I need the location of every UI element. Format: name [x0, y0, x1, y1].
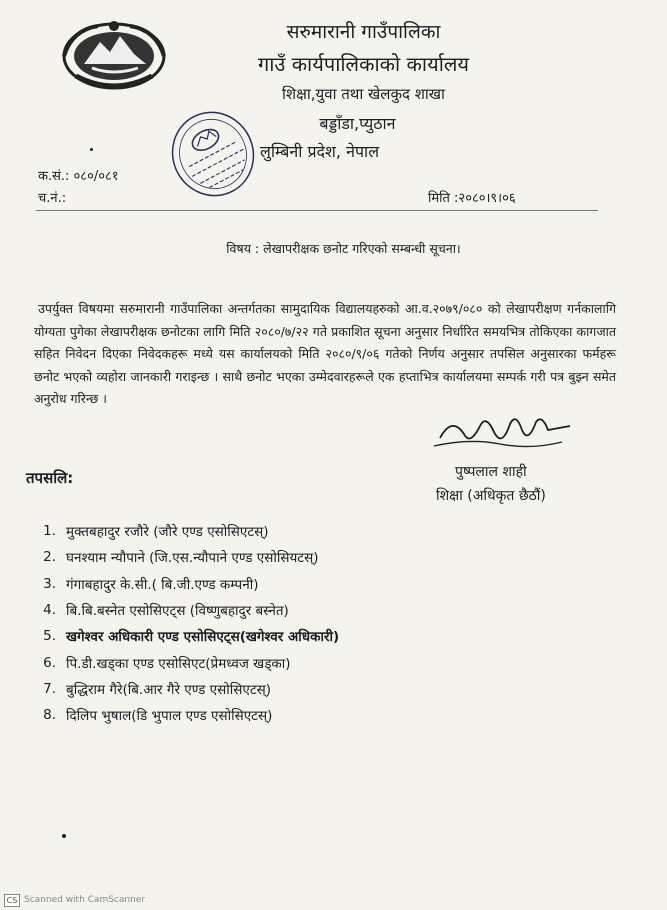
list-item-text: मुक्तबहादुर रजौरे (जौरे एण्ड एसोसिएटस्)	[66, 524, 269, 541]
list-item-text: घनश्याम न्यौपाने (जि.एस.न्यौपाने एण्ड एसोसियटस्)	[66, 550, 319, 567]
branch-name: शिक्षा,युवा तथा खेलकुद शाखा	[282, 85, 445, 103]
list-item	[32, 623, 339, 649]
list-item-number: 3.	[43, 575, 56, 592]
list-item-text: पि.डी.खड्का एण्ड एसोसिएट(प्रेमध्वज खड्का)	[66, 655, 291, 672]
dispatch-number: च.नं.:	[38, 191, 67, 206]
list-item-text: बुद्धिराम गैरे(बि.आर गैरे एण्ड एसोसिएटस्)	[66, 681, 272, 698]
list-item-number: 2.	[43, 549, 56, 566]
municipality-name: सरुमारानी गाउँपालिका	[286, 21, 441, 43]
list-item-text: बि.बि.बस्नेत एसोसिएट्स (विष्णुबहादुर बस्नेत)	[66, 603, 289, 620]
list-item-number: 6.	[43, 654, 56, 671]
notice-subject: विषय : लेखापरीक्षक छनोट गरिएको सम्बन्धी सूचना।	[226, 241, 461, 256]
header-divider	[36, 210, 598, 211]
office-name: गाउँ कार्यपालिकाको कार्यालय	[257, 52, 470, 76]
notice-body: उपर्युक्त विषयमा सरुमारानी गाउँपालिका अन्तर्गतका सामुदायिक विद्यालयहरुको आ.व.२०७९/०८० को लेखापरीक्षण गर्नकालागि योग्यता पुगेका लेखापरीक्षक छनोटका लागि मिति २०८०/७/२२ गते प्रकाशित सूचना अनुसार निर्धारित समयभित्र तोकिएका कागजात सहित निवेदन दिएका निवेदकहरू मध्ये यस कार्यालयको मिति २०८०/९/०६ गतेको निर्णय अनुसार तपसिल अनुसारका फर्महरू छनोट भएको व्यहोरा जानकारी गराइन्छ । साथै छनोट भएका उम्मेदवारहरूले एक हप्ताभित्र कार्यालयमा सम्पर्क गरी पत्र बुझ्न समेत अनुरोध गरिन्छ ।	[34, 301, 616, 407]
list-item-text: खगेश्वर अधिकारी एण्ड एसोसिएट्स(खगेश्वर अधिकारी)	[66, 629, 340, 646]
scanner-footer	[0, 890, 667, 910]
office-location: बड्डाँडा,प्युठान	[319, 114, 396, 133]
signatory-name: पुष्पलाल शाही	[455, 464, 527, 480]
list-item-number: 4.	[43, 602, 56, 619]
office-stamp-icon	[168, 108, 258, 200]
scanner-watermark-text: Scanned with CamScanner	[24, 895, 146, 905]
list-item	[32, 597, 339, 623]
list-item-number: 1.	[43, 523, 56, 540]
list-item	[32, 544, 339, 570]
schedule-heading: तपसलि:	[26, 469, 74, 487]
letter-date: मिति :२०८०।९।०६	[428, 191, 516, 206]
signatory-title: शिक्षा (अधिकृत छैठौं)	[436, 488, 546, 504]
signature-icon	[430, 408, 580, 454]
list-item	[32, 649, 339, 675]
list-item-number: 8.	[43, 707, 56, 724]
list-item	[32, 518, 339, 544]
selected-firms-list	[32, 518, 339, 728]
list-item-number: 5.	[43, 628, 56, 645]
scan-speck	[90, 148, 93, 151]
scan-speck	[62, 834, 66, 838]
office-province: लुम्बिनी प्रदेश, नेपाल	[260, 142, 380, 161]
camscanner-logo-icon: CS	[4, 894, 20, 907]
list-item-number: 7.	[43, 680, 56, 697]
list-item	[32, 702, 339, 728]
reference-number: क.सं.: ०८०/०८१	[38, 169, 119, 184]
list-item	[32, 676, 339, 702]
list-item-text: गंगाबहादुर के.सी.( बि.जी.एण्ड कम्पनी)	[66, 576, 259, 593]
list-item	[32, 571, 339, 597]
list-item-text: दिलिप भुषाल(डि भुपाल एण्ड एसोसिएटस्)	[66, 708, 273, 725]
